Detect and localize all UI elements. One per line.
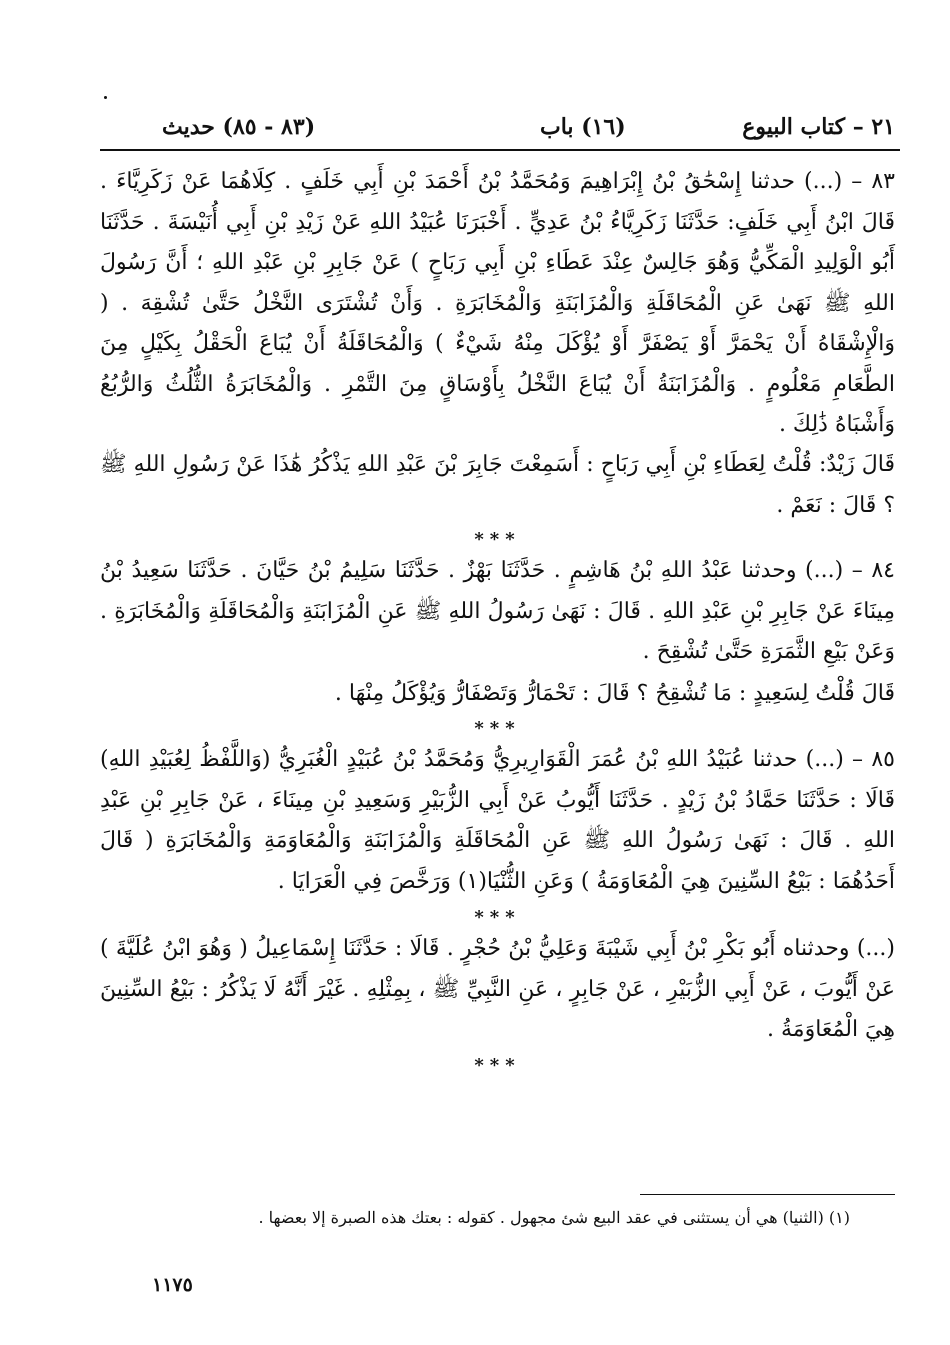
section-separator: *** xyxy=(474,718,521,739)
hadith-83: ٨٣ – (...) حدثنا إِسْحَٰقُ بْنُ إِبْرَاهِيمَ وَمُحَمَّدُ بْنُ أَحْمَدَ بْنِ أَبِي خَلَفٍ . كِلَاهُمَا عَنْ زَكَرِيَّاءَ . قَالَ ابْنُ أَبِي خَلَفٍ: حَدَّثَنَا زَكَرِيَّاءُ بْنُ عَدِيٍّ . أَخْبَرَنَا عُبَيْدُ اللهِ عَنْ زَيْدِ بْنِ أَبِي أُنَيْسَةَ . حَدَّثَنَا أَبُو الْوَلِيدِ الْمَكِّيُّ وَهُوَ جَالِسٌ عِنْدَ عَطَاءِ بْنِ أَبِي رَبَاحٍ ) عَنْ جَابِرِ بْنِ عَبْدِ اللهِ ؛ أَنَّ رَسُولَ اللهِ ﷺ نَهَىٰ عَنِ الْمُحَاقَلَةِ وَالْمُزَابَنَةِ وَالْمُخَابَرَةِ . وَأَنْ تُشْتَرَى النَّخْلُ حَتَّىٰ تُشْقِهَ . ( وَالْإِشْقَاهُ أَنْ يَحْمَرَّ أَوْ يَصْفَرَّ أَوْ يُؤْكَلَ مِنْهُ شَيْءٌ ) وَالْمُحَاقَلَةُ أَنْ يُبَاعَ الْحَقْلُ بِكَيْلٍ مِنَ الطَّعَامِ مَعْلُومٍ . وَالْمُزَابَنَةُ أَنْ يُبَاعَ النَّخْلُ بِأَوْسَاقٍ مِنَ التَّمْرِ . وَالْمُخَابَرَةُ الثُّلُثُ وَالرُّبُعُ وَأَشْبَاهُ ذَٰلِكَ . xyxy=(100,169,895,437)
page-number: ١١٧٥ xyxy=(152,1274,193,1296)
section-separator: *** xyxy=(474,907,521,928)
main-text xyxy=(100,162,895,1077)
footnote: (١) (الثنيا) هي أن يستثنى في عقد البيع شئ مجهول . كقوله : بعتك هذه الصبرة إلا بعضها . xyxy=(258,1208,850,1227)
section-separator: *** xyxy=(474,529,521,550)
hadith-83-continuation: قَالَ زَيْدٌ: قُلْتُ لِعَطَاءِ بْنِ أَبِي رَبَاحٍ : أَسَمِعْتَ جَابِرَ بْنَ عَبْدِ اللهِ يَذْكُرُ هَٰذَا عَنْ رَسُولِ اللهِ ﷺ ؟ قَالَ : نَعَمْ . xyxy=(100,452,895,518)
hadith-range: (٨٣ - ٨٥) حديث xyxy=(162,114,316,140)
bab-number: (١٦) باب xyxy=(540,114,626,140)
hadith-84: ٨٤ – (...) وحدثنا عَبْدُ اللهِ بْنُ هَاشِمٍ . حَدَّثَنَا بَهْزٌ . حَدَّثَنَا سَلِيمُ بْنُ حَيَّانَ . حَدَّثَنَا سَعِيدُ بْنُ مِينَاءَ عَنْ جَابِرِ بْنِ عَبْدِ اللهِ . قَالَ : نَهَىٰ رَسُولُ اللهِ ﷺ عَنِ الْمُزَابَنَةِ وَالْمُحَاقَلَةِ وَالْمُخَابَرَةِ . وَعَنْ بَيْعِ الثَّمَرَةِ حَتَّىٰ تُشْقِحَ . xyxy=(100,558,896,664)
hadith-85-variant: (...) وحدثناه أَبُو بَكْرِ بْنُ أَبِي شَيْبَةَ وَعَلِيُّ بْنُ حُجْرٍ . قَالَا : حَدَّثَنَا إِسْمَاعِيلُ ( وَهُوَ ابْنُ عُلَيَّةَ ) عَنْ أَيُّوبَ ، عَنْ أَبِي الزُّبَيْرِ ، عَنْ جَابِرٍ ، عَنِ النَّبِيِّ ﷺ ، بِمِثْلِهِ . غَيْرَ أَنَّهُ لَا يَذْكُرُ : بَيْعُ السِّنِينَ هِيَ الْمُعَاوَمَةُ . xyxy=(100,936,895,1042)
ink-dot xyxy=(104,96,107,99)
header-rule xyxy=(100,149,900,151)
running-header xyxy=(100,110,895,146)
footnote-rule xyxy=(640,1194,895,1195)
hadith-84-continuation: قَالَ قُلْتُ لِسَعِيدٍ : مَا تُشْقِحُ ؟ قَالَ : تَحْمَارُّ وَتَصْفَارُّ وَيُؤْكَلُ مِنْهَا . xyxy=(334,681,895,706)
chapter-title: ٢١ – كتاب البيوع xyxy=(742,114,895,140)
section-separator: *** xyxy=(474,1055,521,1076)
hadith-85: ٨٥ – (...) حدثنا عُبَيْدُ اللهِ بْنُ عُمَرَ الْقَوَارِيرِيُّ وَمُحَمَّدُ بْنُ عُبَيْدٍ الْغُبَرِيُّ (وَاللَّفْظُ لِعُبَيْدِ اللهِ) قَالَا : حَدَّثَنَا حَمَّادُ بْنُ زَيْدٍ . حَدَّثَنَا أَيُّوبُ عَنْ أَبِي الزُّبَيْرِ وَسَعِيدِ بْنِ مِينَاءَ ، عَنْ جَابِرِ بْنِ عَبْدِ اللهِ . قَالَ : نَهَىٰ رَسُولُ اللهِ ﷺ عَنِ الْمُحَاقَلَةِ وَالْمُزَابَنَةِ وَالْمُعَاوَمَةِ وَالْمُخَابَرَةِ ( قَالَ أَحَدُهُمَا : بَيْعُ السِّنِينَ هِيَ الْمُعَاوَمَةُ ) وَعَنِ الثُّنْيَا(١) وَرَخَّصَ فِي الْعَرَايَا . xyxy=(100,747,895,894)
